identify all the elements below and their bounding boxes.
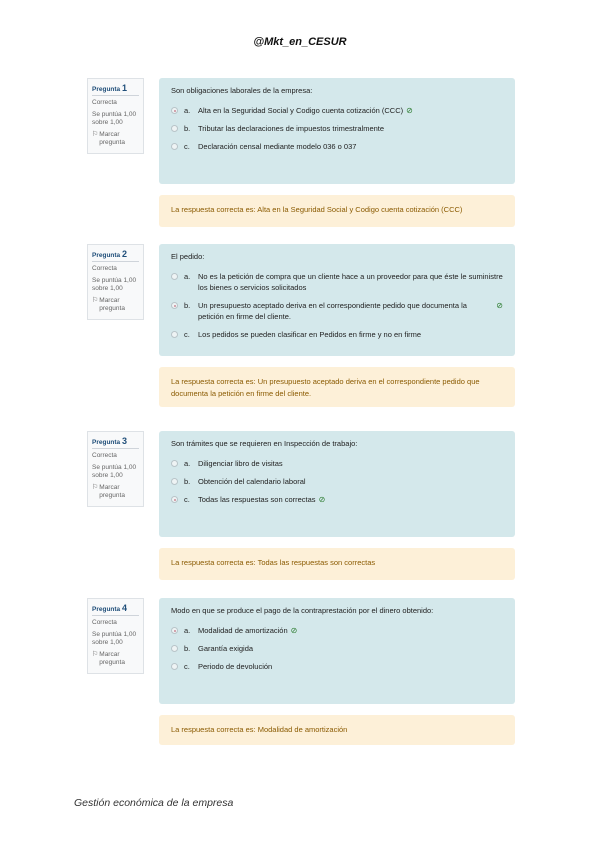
flag-icon: ⚐ <box>92 131 99 138</box>
question-state: Correcta <box>92 452 117 459</box>
correct-check-icon: ⊘ <box>290 626 298 635</box>
flag-question-button[interactable]: ⚐ Marcar pregunta <box>92 484 125 499</box>
correct-answer-feedback: La respuesta correcta es: Modalidad de amortización <box>159 715 515 745</box>
question-content <box>159 78 515 184</box>
document-footer: Gestión económica de la empresa <box>74 797 234 809</box>
correct-answer-feedback: La respuesta correcta es: Todas las respuestas son correctas <box>159 548 515 580</box>
flag-question-button[interactable]: ⚐ Marcar pregunta <box>92 297 125 312</box>
question-text: Son trámites que se requieren en Inspección de trabajo: <box>171 439 358 448</box>
question-state: Correcta <box>92 265 117 272</box>
question-content <box>159 244 515 356</box>
question-info <box>87 598 144 674</box>
question-title: Pregunta 3 <box>92 436 139 449</box>
question-info <box>87 431 144 507</box>
question-content <box>159 598 515 704</box>
question-state: Correcta <box>92 619 117 626</box>
question-grade: Se puntúa 1,00 sobre 1,00 <box>92 277 137 292</box>
radio-button[interactable] <box>171 496 178 503</box>
radio-button[interactable] <box>171 627 178 634</box>
correct-check-icon: ⊘ <box>318 495 326 504</box>
question-title: Pregunta 4 <box>92 603 139 616</box>
question-grade: Se puntúa 1,00 sobre 1,00 <box>92 111 137 126</box>
correct-check-icon: ⊘ <box>406 106 413 115</box>
option-c[interactable]: c. Periodo de devolución <box>171 661 503 672</box>
option-b[interactable]: b. Tributar las declaraciones de impuestos trimestralmente <box>171 123 503 134</box>
radio-button[interactable] <box>171 302 178 309</box>
option-c[interactable]: c. Todas las respuestas son correctas ⊘ <box>171 494 503 505</box>
option-c[interactable]: c. Declaración censal mediante modelo 036 o 037 <box>171 141 503 152</box>
flag-question-button[interactable]: ⚐ Marcar pregunta <box>92 651 125 666</box>
option-b[interactable]: b. Garantía exigida <box>171 643 503 654</box>
question-state: Correcta <box>92 99 117 106</box>
question-title: Pregunta 2 <box>92 249 139 262</box>
radio-button[interactable] <box>171 273 178 280</box>
question-title: Pregunta 1 <box>92 83 139 96</box>
radio-button[interactable] <box>171 107 178 114</box>
correct-check-icon: ⊘ <box>496 301 503 310</box>
option-c[interactable]: c. Los pedidos se pueden clasificar en Pedidos en firme y no en firme <box>171 329 503 340</box>
radio-button[interactable] <box>171 645 178 652</box>
radio-button[interactable] <box>171 460 178 467</box>
option-a[interactable]: a. Diligenciar libro de visitas <box>171 458 503 469</box>
question-grade: Se puntúa 1,00 sobre 1,00 <box>92 464 137 479</box>
radio-button[interactable] <box>171 478 178 485</box>
option-a[interactable]: a. Modalidad de amortización ⊘ <box>171 625 503 636</box>
question-info <box>87 244 144 320</box>
question-grade: Se puntúa 1,00 sobre 1,00 <box>92 631 137 646</box>
flag-question-button[interactable]: ⚐ Marcar pregunta <box>92 131 125 146</box>
option-a[interactable]: a. No es la petición de compra que un cliente hace a un proveedor para que éste le suministre los bienes o servicios solicitados <box>171 271 503 293</box>
flag-icon: ⚐ <box>92 484 99 491</box>
radio-button[interactable] <box>171 663 178 670</box>
option-a[interactable]: a. Alta en la Seguridad Social y Codigo cuenta cotización (CCC) ⊘ <box>171 105 503 116</box>
flag-icon: ⚐ <box>92 651 99 658</box>
question-text: Modo en que se produce el pago de la contraprestación por el dinero obtenido: <box>171 606 434 615</box>
flag-icon: ⚐ <box>92 297 99 304</box>
document-header: @Mkt_en_CESUR <box>253 36 347 48</box>
option-b[interactable]: b. Un presupuesto aceptado deriva en el correspondiente pedido que documenta la petición en firme del cliente. ⊘ <box>171 300 503 322</box>
question-content <box>159 431 515 537</box>
correct-answer-feedback: La respuesta correcta es: Un presupuesto aceptado deriva en el correspondiente pedido que documenta la petición en firme del cliente. <box>159 367 515 407</box>
option-b[interactable]: b. Obtención del calendario laboral <box>171 476 503 487</box>
correct-answer-feedback: La respuesta correcta es: Alta en la Seguridad Social y Codigo cuenta cotización (CCC) <box>159 195 515 227</box>
radio-button[interactable] <box>171 143 178 150</box>
radio-button[interactable] <box>171 125 178 132</box>
question-text: Son obligaciones laborales de la empresa: <box>171 86 313 95</box>
question-info <box>87 78 144 154</box>
radio-button[interactable] <box>171 331 178 338</box>
question-text: El pedido: <box>171 252 205 261</box>
